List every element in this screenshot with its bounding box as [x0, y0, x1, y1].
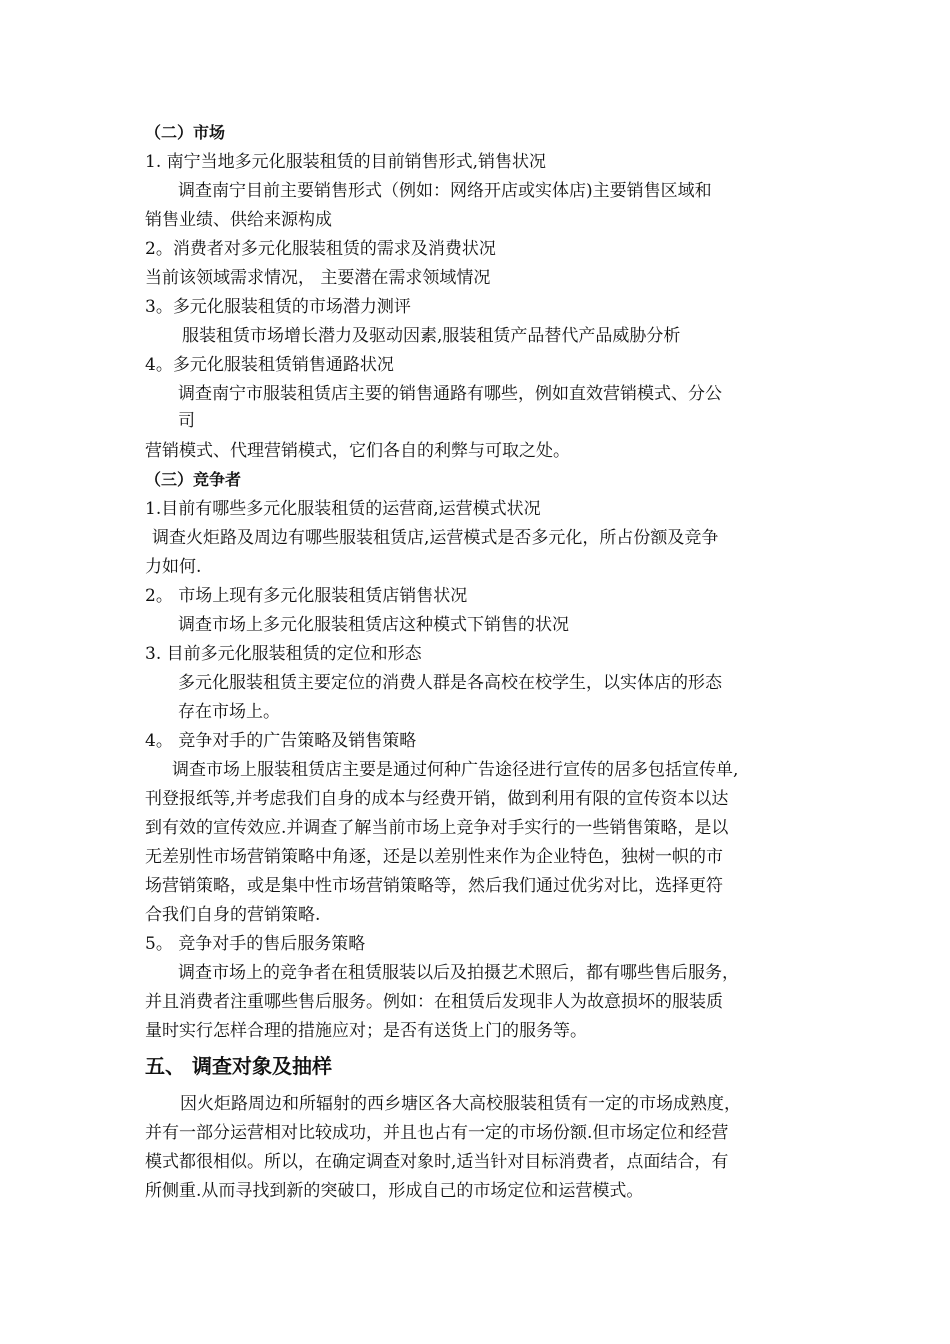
competitor-item-1-title: 1.目前有哪些多元化服装租赁的运营商,运营模式状况 — [145, 499, 541, 519]
market-item-2-title: 2。消费者对多元化服装租赁的需求及消费状况 — [145, 239, 496, 259]
competitor-item-3-body-line: 多元化服装租赁主要定位的消费人群是各高校在校学生，以实体店的形态 — [178, 673, 722, 693]
market-section-heading: （二）市场 — [145, 123, 226, 142]
competitor-item-2-title: 2。 市场上现有多元化服装租赁店销售状况 — [145, 586, 468, 606]
section-5-body-line: 所侧重.从而寻找到新的突破口，形成自己的市场定位和运营模式。 — [145, 1181, 644, 1201]
competitor-item-1-body-line: 调查火炬路及周边有哪些服装租赁店,运营模式是否多元化，所占份额及竞争 — [152, 528, 719, 548]
competitor-item-2-body: 调查市场上多元化服装租赁店这种模式下销售的状况 — [178, 615, 569, 635]
section-5-body-line: 模式都很相似。所以，在确定调查对象时,适当针对目标消费者，点面结合，有 — [145, 1152, 729, 1172]
competitor-item-4-body-line: 场营销策略，或是集中性市场营销策略等，然后我们通过优劣对比，选择更符 — [145, 876, 723, 896]
market-item-1-title: 1. 南宁当地多元化服装租赁的目前销售形式,销售状况 — [145, 152, 547, 172]
market-item-1-body-line: 销售业绩、供给来源构成 — [145, 210, 332, 230]
competitor-item-1-body-line: 力如何. — [145, 557, 202, 577]
competitor-item-3-title: 3. 目前多元化服装租赁的定位和形态 — [145, 644, 422, 664]
competitor-item-5-body-line: 量时实行怎样合理的措施应对；是否有送货上门的服务等。 — [145, 1021, 587, 1041]
competitor-item-5-title: 5。 竞争对手的售后服务策略 — [145, 934, 366, 954]
section-5-heading: 五、 调查对象及抽样 — [145, 1054, 332, 1078]
competitor-item-3-body-line: 存在市场上。 — [178, 702, 280, 722]
market-item-1-body-line: 调查南宁目前主要销售形式（例如：网络开店或实体店)主要销售区域和 — [178, 181, 712, 201]
competitor-item-4-title: 4。 竞争对手的广告策略及销售策略 — [145, 731, 417, 751]
market-item-4-title: 4。多元化服装租赁销售通路状况 — [145, 355, 394, 375]
market-item-3-body: 服装租赁市场增长潜力及驱动因素,服装租赁产品替代产品威胁分析 — [182, 326, 681, 346]
market-item-4-body-line: 司 — [178, 411, 195, 431]
market-item-2-body: 当前该领域需求情况， 主要潜在需求领域情况 — [145, 268, 491, 288]
section-5-body-line: 因火炬路周边和所辐射的西乡塘区各大高校服装租赁有一定的市场成熟度， — [180, 1094, 741, 1114]
competitor-item-4-body-line: 刊登报纸等,并考虑我们自身的成本与经费开销，做到利用有限的宣传资本以达 — [145, 789, 729, 809]
competitor-item-5-body-line: 并且消费者注重哪些售后服务。例如：在租赁后发现非人为故意损坏的服装质 — [145, 992, 723, 1012]
competitor-item-5-body-line: 调查市场上的竞争者在租赁服装以后及拍摄艺术照后，都有哪些售后服务， — [178, 963, 739, 983]
competitor-item-4-body-line: 调查市场上服装租赁店主要是通过何种广告途径进行宣传的居多包括宣传单, — [172, 760, 739, 780]
competitor-section-heading: （三）竞争者 — [145, 470, 242, 489]
competitor-item-4-body-line: 无差别性市场营销策略中角逐，还是以差别性来作为企业特色，独树一帜的市 — [145, 847, 723, 867]
section-5-body-line: 并有一部分运营相对比较成功，并且也占有一定的市场份额.但市场定位和经营 — [145, 1123, 729, 1143]
market-item-3-title: 3。多元化服装租赁的市场潜力测评 — [145, 297, 411, 317]
market-item-4-body-line: 营销模式、代理营销模式，它们各自的利弊与可取之处。 — [145, 441, 570, 461]
competitor-item-4-body-line: 合我们自身的营销策略. — [145, 905, 321, 925]
competitor-item-4-body-line: 到有效的宣传效应.并调查了解当前市场上竞争对手实行的一些销售策略，是以 — [145, 818, 729, 838]
market-item-4-body-line: 调查南宁市服装租赁店主要的销售通路有哪些，例如直效营销模式、分公 — [178, 384, 722, 404]
